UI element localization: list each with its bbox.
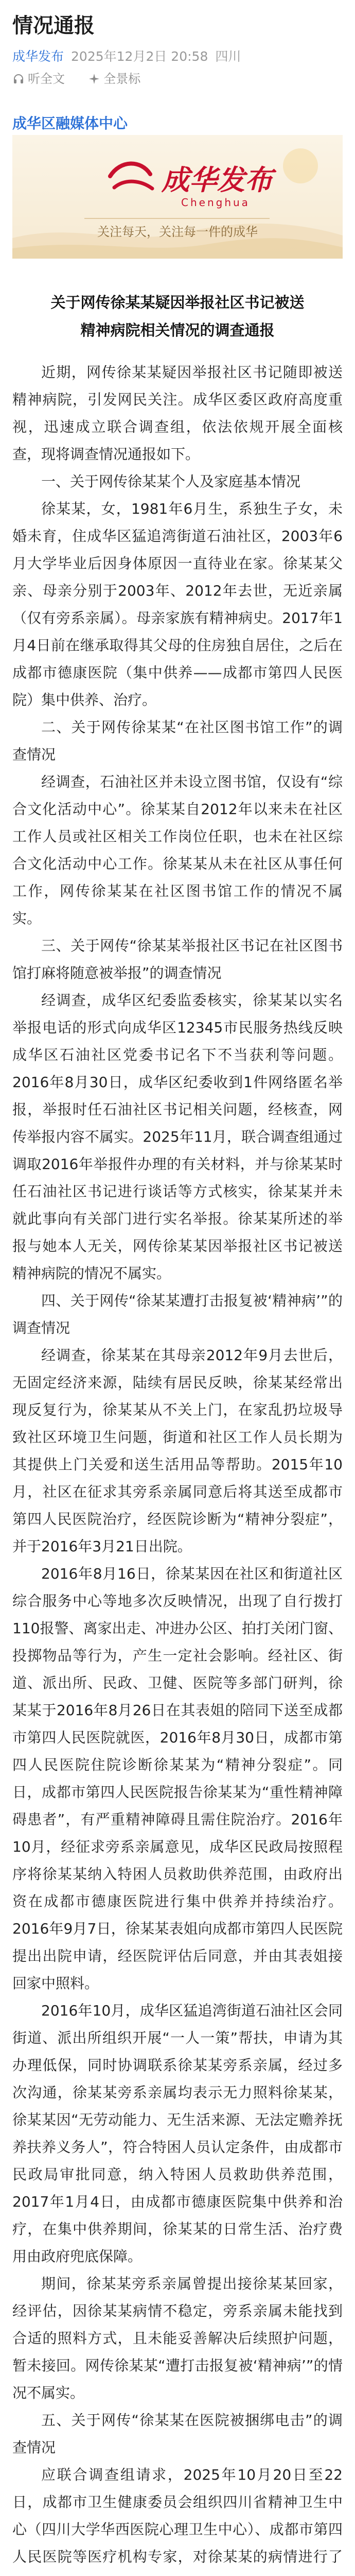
- article-tools: [12, 70, 343, 88]
- report-paragraph: 2016年10月，成华区猛追湾街道石油社区会同街道、派出所组织开展“一人一策”帮扶，申请为其办理低保，同时协调联系徐某某旁系亲属，经过多次沟通，徐某某旁系亲属均表示无力照料徐某某，徐某某因“无劳动能力、无生活来源、无法定赡养抚养扶养义务人”，符合特困人员认定条件，由成都市民政局审批同意，纳入特困人员救助供养范围，2017年1月4日，由成都市德康医院集中供养和治疗，在集中供养期间，徐某某的日常生活、治疗费用由政府兜底保障。: [12, 2002, 343, 2265]
- article-header: [12, 11, 343, 88]
- page-title: 情况通报: [12, 14, 95, 38]
- logo-mark-icon: [110, 163, 152, 189]
- ai-button[interactable]: [88, 72, 140, 86]
- report-paragraph: 近期，网传徐某某疑因举报社区书记随即被送精神病院，引发网民关注。成华区委区政府高度重视，迅速成立联合调查组，依法依规开展全面核查，现将调查情况通报如下。: [12, 364, 343, 463]
- section-heading: 五、关于网传“徐某某在医院被捆绑电击”的调查情况: [12, 2412, 343, 2456]
- report-paragraph: 应联合调查组请求，2025年10月20日至22日，成都市卫生健康委员会组织四川省精神卫生中心（四川大学华西医院心理卫生中心）、成都市第四人民医院等医疗机构专家，对徐某某的病情进行了: [12, 2466, 343, 2565]
- report-paragraph: 2016年8月16日，徐某某因在社区和街道社区综合服务中心等地多次反映情况，出现了自行拨打110报警、离家出走、冲进办公区、拍打关闭门窗、投掷物品等行为，产生一定社会影响。经社区、街道、派出所、民政、卫健、医院等多部门研判，徐某某于2016年8月26日在其表姐的陪同下送至成都市第四人民医院就医，2016年8月30日，成都市第四人民医院住院诊断徐某某为“精神分裂症”。同日，成都市第四人民医院报告徐某某为“重性精神障碍患者”，有严重精神障碍且需住院治疗。2016年10月，经征求旁系亲属意见，成华区民政局按照程序将徐某某纳入特困人员救助供养范围，由政府出资在成都市德康医院进行集中供养并持续治疗。2016年9月7日，徐某某表姐向成都市第四人民医院提出出院申请，经医院评估后同意，并由其表姐接回家中照料。: [12, 1565, 343, 1992]
- publish-date: 2025年12月2日 20:58: [71, 49, 208, 64]
- logo-pinyin: Chenghua: [181, 196, 250, 209]
- report-paragraph: 徐某某，女，1981年6月生，系独生子女，未婚未育，住成华区猛追湾街道石油社区，2003年6月大学毕业后因身体原因一直待业在家。徐某某父亲、母亲分别于2003年、2012年去世，无近亲属（仅有旁系亲属）。母亲家族有精神病史。2017年1月4日前在继承取得其父母的住房独自居住，之后在成都市德康医院（集中供养——成都市第四人民医院）集中供养、治疗。: [12, 500, 343, 708]
- publish-location: 四川: [215, 49, 241, 64]
- media-center-name: 成华区融媒体中心: [12, 115, 128, 132]
- article-meta: [12, 47, 343, 66]
- section-heading: 二、关于网传徐某某“在社区图书馆工作”的调查情况: [12, 719, 343, 763]
- report-title-line: 关于网传徐某某疑因举报社区书记被送: [50, 294, 305, 311]
- section-heading: 四、关于网传“徐某某遭打击报复被‘精神病’”的调查情况: [12, 1292, 343, 1336]
- chenghua-logo: [110, 163, 277, 209]
- ai-label: 全景标: [103, 72, 141, 86]
- report-paragraph: 经调查，成华区纪委监委核实，徐某某以实名举报电话的形式向成华区12345市民服务热线反映成华区石油社区党委书记名下不当获利等问题。2016年8月30日，成华区纪委收到1件网络匿名举报，举报时任石油社区书记相关问题，经核查，网传举报内容不属实。2025年11月，联合调查组通过调取2016年举报件办理的有关材料，并与徐某某时任石油社区书记进行谈话等方式核实，徐某某并未就此事向有关部门进行实名举报。徐某某所述的举报与她本人无关，网传徐某某因举报社区书记被送精神病院的情况不属实。: [12, 992, 343, 1282]
- report-paragraphs: [12, 359, 343, 2576]
- banner-slogan: 关注每天，关注每一件的成华: [97, 225, 258, 239]
- report-title: [12, 289, 343, 344]
- brand-banner: [12, 135, 343, 259]
- report-body: [12, 289, 343, 2576]
- listen-label: 听全文: [28, 72, 65, 86]
- section-heading: 三、关于网传“徐某某举报社区书记在社区图书馆打麻将随意被举报”的调查情况: [12, 937, 343, 981]
- report-paragraph: 经调查，石油社区并未设立图书馆，仅设有“综合文化活动中心”。徐某某自2012年以来未在社区工作人员或社区相关工作岗位任职，也未在社区综合文化活动中心工作。徐某某从未在社区从事任何工作，网传徐某某在社区图书馆工作的情况不属实。: [12, 773, 343, 927]
- report-paragraph: 期间，徐某某旁系亲属曾提出接徐某某回家，经评估，因徐某某病情不稳定，旁系亲属未能找到合适的照料方式，且未能妥善解决后续照护问题，暂未接回。网传徐某某“遭打击报复被‘精神病’”的情况不属实。: [12, 2275, 343, 2401]
- listen-button[interactable]: [12, 72, 69, 86]
- banner-graphic: [12, 135, 343, 259]
- author-link[interactable]: 成华发布: [12, 49, 64, 64]
- logo-text: 成华发布: [162, 163, 273, 196]
- report-title-line: 精神病院相关情况的调查通报: [80, 321, 275, 339]
- section-heading: 一、关于网传徐某某个人及家庭基本情况: [41, 473, 301, 490]
- headphone-icon: [12, 73, 25, 85]
- sparkle-icon: [88, 73, 100, 85]
- report-paragraph: 经调查，徐某某在其母亲2012年9月去世后，无固定经济来源，陆续有居民反映，徐某某经常出现反复行为，徐某某从不关上门，在家乱扔垃圾导致社区环境卫生问题，街道和社区工作人员长期为其提供上门关爱和送生活用品等帮助。2015年10月，社区在征求其旁系亲属同意后将其送至成都市第四人民医院治疗，经医院诊断为“精神分裂症”，并于2016年3月21日出院。: [12, 1347, 343, 1555]
